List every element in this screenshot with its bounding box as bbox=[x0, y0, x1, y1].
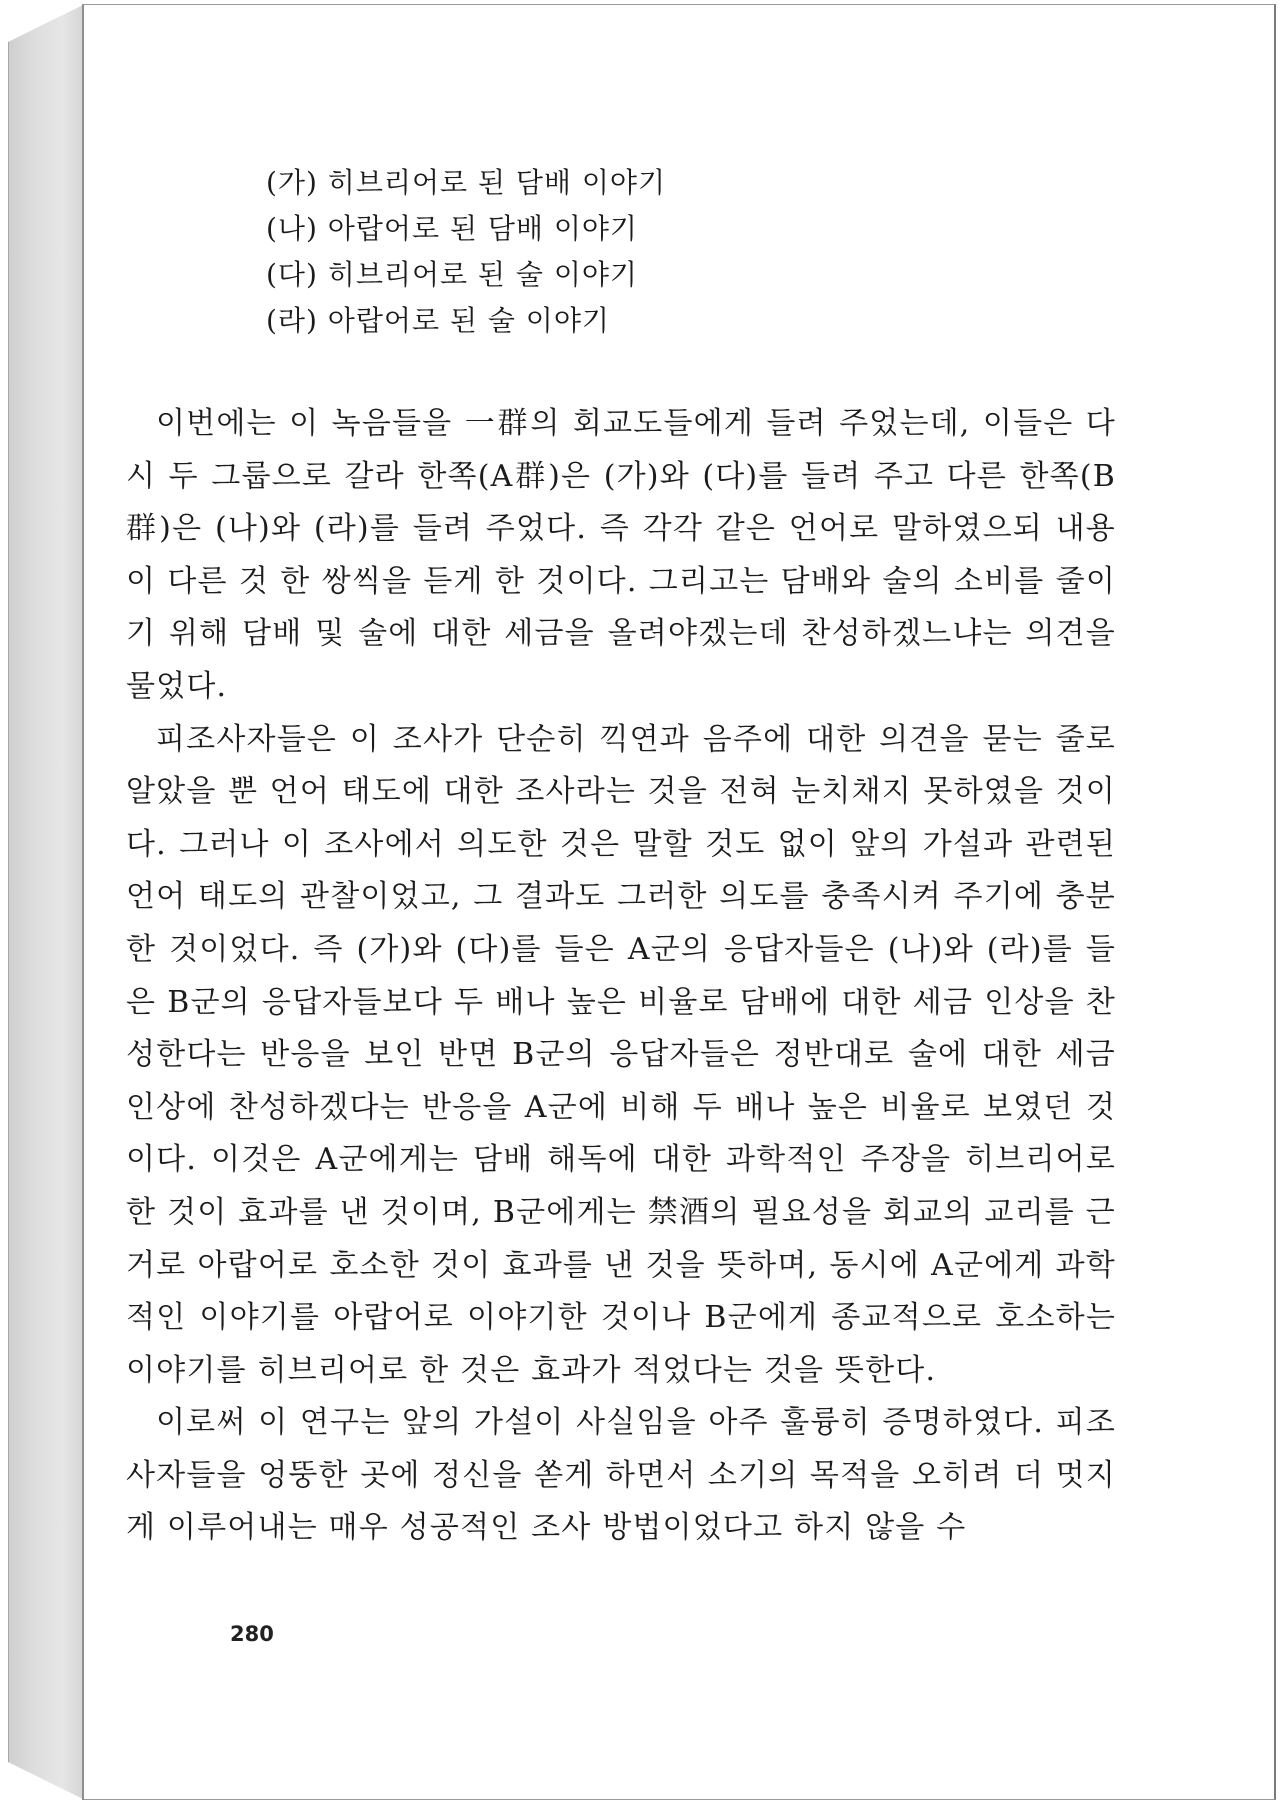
paragraph: 이로써 이 연구는 앞의 가설이 사실임을 아주 훌륭히 증명하였다. 피조사자들을 엉뚱한 곳에 정신을 쏟게 하면서 소기의 목적을 오히려 더 멋지게 이루어내는 매우 성공적인 조사 방법이었다고 하지 않을 수 bbox=[126, 1405, 1116, 1546]
list-item: (가) 히브리어로 된 담배 이야기 bbox=[266, 166, 667, 199]
book-spine bbox=[8, 4, 85, 1800]
page-content bbox=[126, 160, 1116, 1555]
list-item: (나) 아랍어로 된 담배 이야기 bbox=[266, 212, 638, 245]
list-item: (라) 아랍어로 된 술 이야기 bbox=[266, 304, 610, 337]
story-list bbox=[266, 160, 1116, 344]
page-number: 280 bbox=[230, 1622, 274, 1646]
body-text bbox=[126, 398, 1116, 1555]
paragraph: 피조사자들은 이 조사가 단순히 끽연과 음주에 대한 의견을 묻는 줄로 알았을 뿐 언어 태도에 대한 조사라는 것을 전혀 눈치채지 못하였을 것이다. 그러나 이 조사에서 의도한 것은 말할 것도 없이 앞의 가설과 관련된 언어 태도의 관찰이었고, 그 결과도 그러한 의도를 충족시켜 주기에 충분한 것이었다. 즉 (가)와 (다)를 들은 A군의 응답자들은 (나)와 (라)를 들은 B군의 응답자들보다 두 배나 높은 비율로 담배에 대한 세금 인상을 찬성한다는 반응을 보인 반면 B군의 응답자들은 정반대로 술에 대한 세금 인상에 찬성하겠다는 반응을 A군에 비해 두 배나 높은 비율로 보였던 것이다. 이것은 A군에게는 담배 해독에 대한 과학적인 주장을 히브리어로 한 것이 효과를 낸 것이며, B군에게는 禁酒의 필요성을 회교의 교리를 근거로 아랍어로 호소한 것이 효과를 낸 것을 뜻하며, 동시에 A군에게 과학적인 이야기를 아랍어로 이야기한 것이나 B군에게 종교적으로 호소하는 이야기를 히브리어로 한 것은 효과가 적었다는 것을 뜻한다. bbox=[126, 721, 1116, 1388]
paragraph: 이번에는 이 녹음들을 一群의 회교도들에게 들려 주었는데, 이들은 다시 두 그룹으로 갈라 한쪽(A群)은 (가)와 (다)를 들려 주고 다른 한쪽(B群)은 (나)와 (라)를 들려 주었다. 즉 각각 같은 언어로 말하였으되 내용이 다른 것 한 쌍씩을 듣게 한 것이다. 그리고는 담배와 술의 소비를 줄이기 위해 담배 및 술에 대한 세금을 올려야겠는데 찬성하겠느냐는 의견을 물었다. bbox=[126, 406, 1116, 704]
list-item: (다) 히브리어로 된 술 이야기 bbox=[266, 258, 638, 291]
